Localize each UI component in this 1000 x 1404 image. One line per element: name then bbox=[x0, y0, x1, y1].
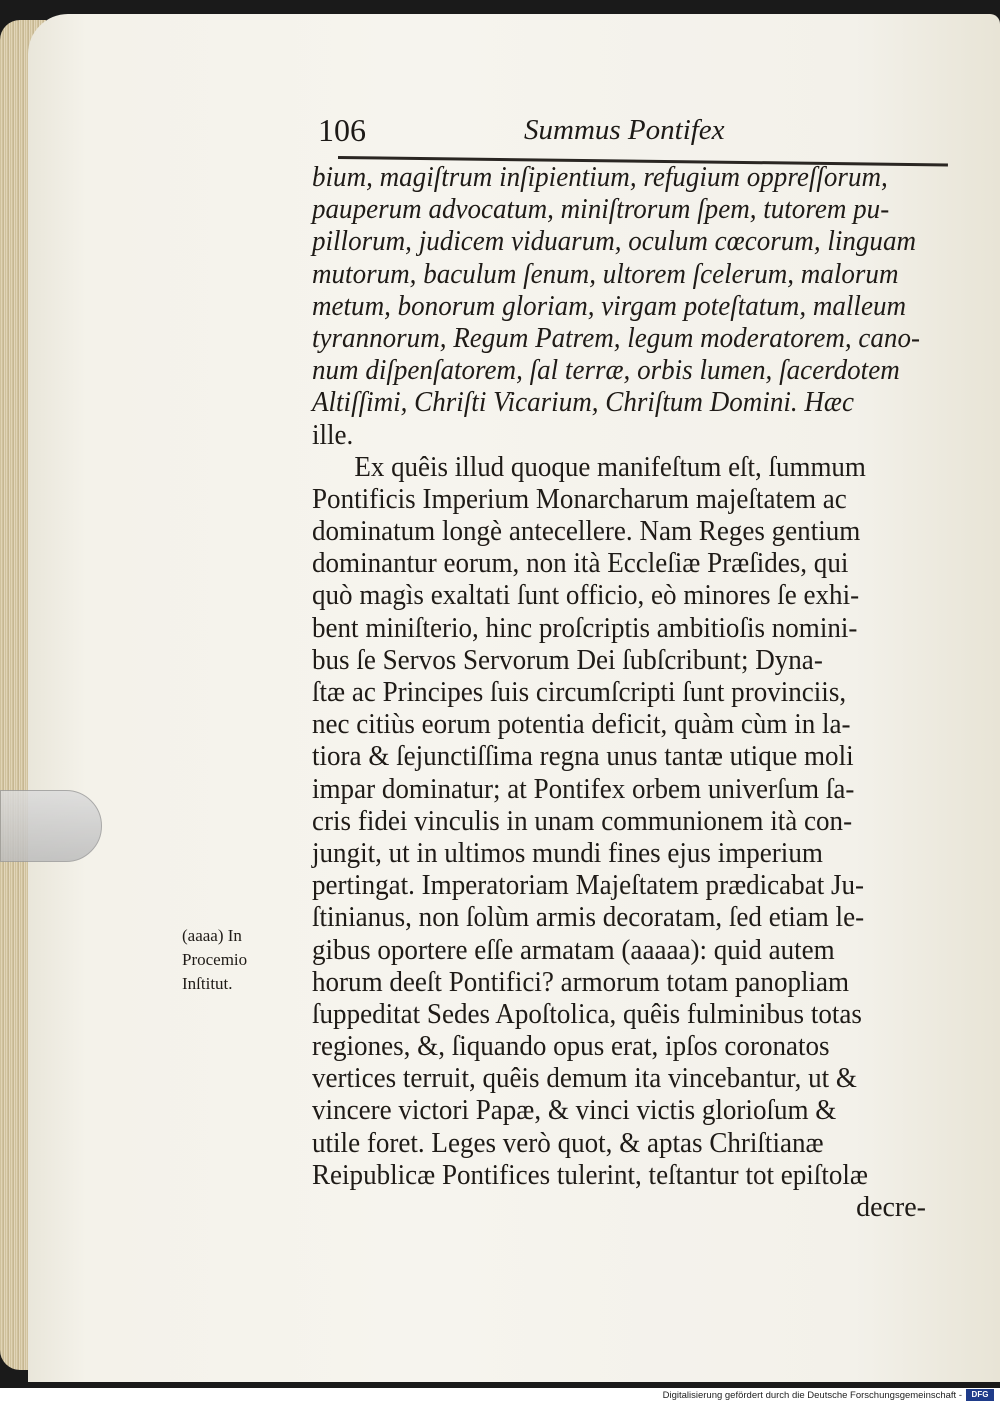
margin-note-line: (aaaa) In bbox=[182, 926, 242, 945]
margin-note-line: Inſtitut. bbox=[182, 974, 233, 993]
text-line: horum deeſt Pontifici? armorum totam panopliam bbox=[312, 966, 850, 998]
text-line: ſtæ ac Principes ſuis circumſcripti ſunt provinciis, bbox=[312, 677, 847, 708]
text-line: Pontificis Imperium Monarcharum majeſtatem ac bbox=[312, 483, 847, 515]
text-line: nec citiùs eorum potentia deficit, quàm cùm in la- bbox=[312, 709, 851, 741]
text-line: decre- bbox=[856, 1192, 926, 1223]
text-line: ſtinianus, non ſolùm armis decoratam, ſed etiam le- bbox=[312, 902, 865, 934]
margin-note-line: Procemio bbox=[182, 950, 248, 969]
text-line: pauperum advocatum, miniſtrorum ſpem, tutorem pu- bbox=[312, 194, 890, 226]
text-line: tyrannorum, Regum Patrem, legum moderatorem, cano- bbox=[312, 322, 920, 354]
text-line: utile foret. Leges verò quot, & aptas Chriſtianæ bbox=[312, 1127, 824, 1159]
margin-note bbox=[182, 924, 302, 996]
text-line: Altiſſimi, Chriſti Vicarium, Chriſtum Domini. Hæc bbox=[312, 387, 854, 419]
text-line: ille. bbox=[312, 419, 354, 451]
text-line: cris fidei vinculis in unam communionem ità con- bbox=[312, 805, 853, 837]
text-line: quò magìs exaltati ſunt officio, eò minores ſe exhi- bbox=[312, 580, 860, 612]
text-line: bus ſe Servos Servorum Dei ſubſcribunt; Dyna- bbox=[312, 644, 823, 676]
text-line: impar dominatur; at Pontifex orbem univerſum ſa- bbox=[312, 773, 855, 805]
text-line: mutorum, baculum ſenum, ultorem ſcelerum, malorum bbox=[312, 258, 899, 290]
text-line: vertices terruit, quêis demum ita vincebantur, ut & bbox=[312, 1063, 857, 1095]
bookmark-tab bbox=[0, 790, 102, 862]
dfg-logo-icon: DFG bbox=[966, 1389, 994, 1401]
text-line: regiones, &, ſiquando opus erat, ipſos coronatos bbox=[312, 1031, 830, 1063]
text-line: pertingat. Imperatoriam Majeſtatem prædicabat Ju- bbox=[312, 870, 865, 902]
text-line: pillorum, judicem viduarum, oculum cœcorum, linguam bbox=[312, 226, 917, 258]
page-number: 106 bbox=[318, 112, 366, 148]
page-header bbox=[318, 112, 948, 152]
text-line: bent miniſterio, hinc proſcriptis ambitioſis nomini- bbox=[312, 612, 858, 644]
text-line: jungit, ut in ultimos mundi fines ejus imperium bbox=[312, 837, 823, 869]
text-line: metum, bonorum gloriam, virgam poteſtatum, malleum bbox=[312, 290, 907, 322]
text-line: bium, magiſtrum inſipientium, refugium oppreſſorum, bbox=[312, 162, 888, 193]
text-line: Ex quêis illud quoque manifeſtum eſt, ſummum bbox=[354, 451, 866, 483]
text-line: Reipublicæ Pontifices tulerint, teſtantur tot epiſtolæ bbox=[312, 1159, 868, 1191]
text-line: tiora & ſejunctiſſima regna unus tantæ utique moli bbox=[312, 741, 854, 773]
running-head: Summus Pontifex bbox=[524, 114, 725, 146]
footer-credit: Digitalisierung gefördert durch die Deutsche Forschungsgemeinschaft - bbox=[662, 1390, 962, 1401]
text-line: gibus oportere eſſe armatam (aaaaa): quid autem bbox=[312, 934, 835, 966]
text-line: dominatum longè antecellere. Nam Reges gentium bbox=[312, 516, 861, 548]
text-line: num diſpenſatorem, ſal terræ, orbis lumen, ſacerdotem bbox=[312, 355, 900, 387]
text-line: ſuppeditat Sedes Apoſtolica, quêis fulminibus totas bbox=[312, 998, 862, 1030]
text-line: vincere victori Papæ, & vinci victis glorioſum & bbox=[312, 1095, 837, 1127]
text-line: dominantur eorum, non ità Eccleſiæ Præſides, qui bbox=[312, 548, 849, 580]
body-text bbox=[312, 162, 952, 1224]
